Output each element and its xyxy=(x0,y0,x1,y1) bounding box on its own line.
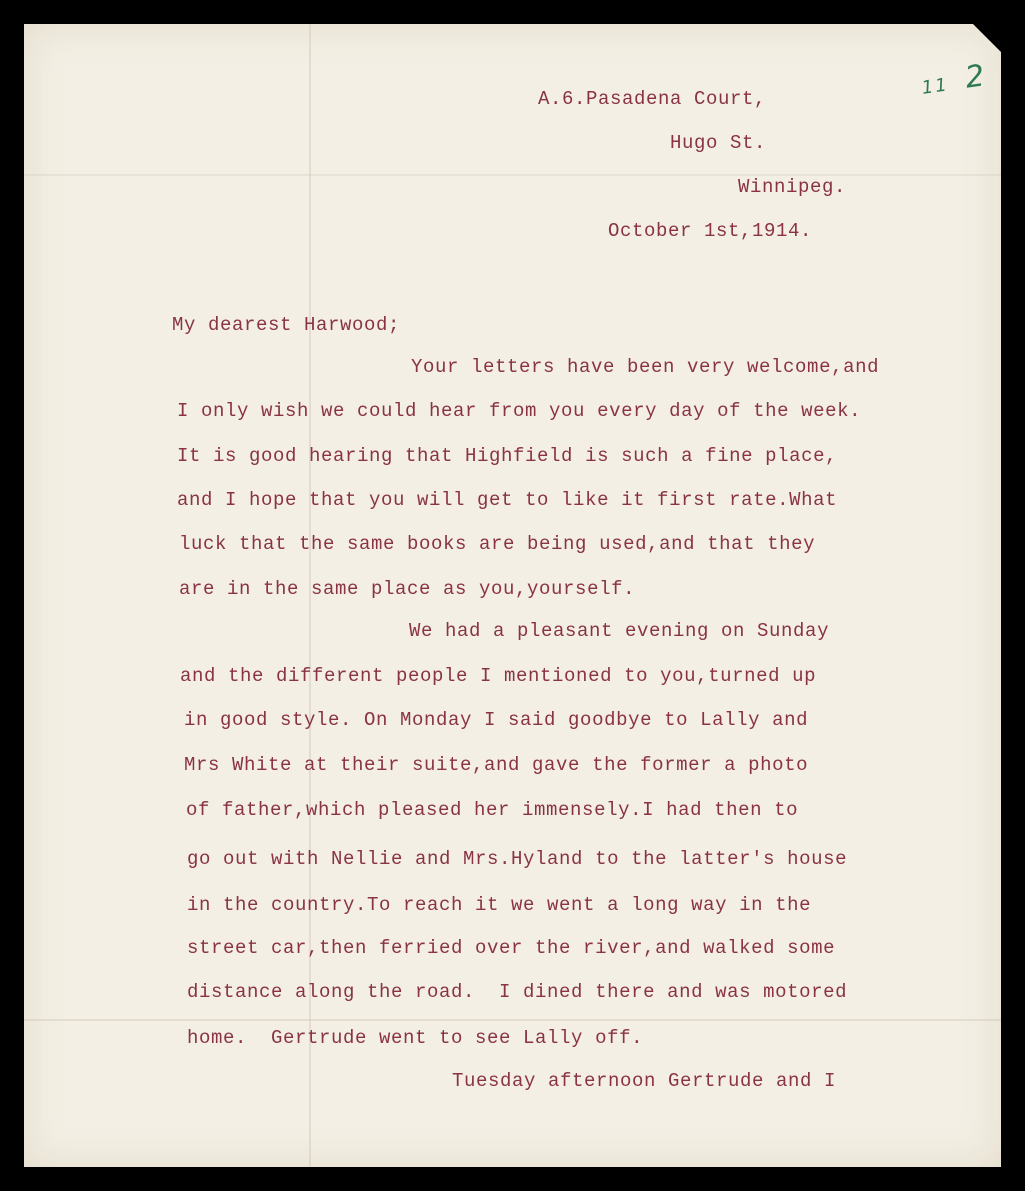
body-line: We had a pleasant evening on Sunday xyxy=(409,620,830,642)
body-line: are in the same place as you,yourself. xyxy=(179,578,636,600)
body-line: home. Gertrude went to see Lally off. xyxy=(187,1027,644,1049)
folded-corner xyxy=(973,24,1001,52)
salutation: My dearest Harwood; xyxy=(172,314,401,336)
address-line-1: A.6.Pasadena Court, xyxy=(538,88,767,110)
body-line: luck that the same books are being used,and that they xyxy=(179,533,816,555)
body-line: It is good hearing that Highfield is such a fine place, xyxy=(177,445,838,467)
page-number-annotation xyxy=(919,57,995,102)
letter-page xyxy=(24,24,1001,1167)
body-line: I only wish we could hear from you every day of the week. xyxy=(177,400,862,422)
body-line: go out with Nellie and Mrs.Hyland to the latter's house xyxy=(187,848,848,870)
letter-date: October 1st,1914. xyxy=(608,220,813,242)
body-line: street car,then ferried over the river,and walked some xyxy=(187,937,836,959)
annotation-mark: 11 xyxy=(920,74,951,99)
body-line: of father,which pleased her immensely.I had then to xyxy=(186,799,799,821)
body-line: Tuesday afternoon Gertrude and I xyxy=(452,1070,837,1092)
address-line-3: Winnipeg. xyxy=(738,176,847,198)
body-line: in good style. On Monday I said goodbye to Lally and xyxy=(184,709,809,731)
body-line: Mrs White at their suite,and gave the former a photo xyxy=(184,754,809,776)
body-line: and the different people I mentioned to you,turned up xyxy=(180,665,817,687)
annotation-page-number: 2 xyxy=(963,57,996,96)
body-line: and I hope that you will get to like it first rate.What xyxy=(177,489,838,511)
fold-crease-horizontal-bottom xyxy=(24,1019,1001,1021)
body-line: Your letters have been very welcome,and xyxy=(411,356,880,378)
fold-crease-horizontal-top xyxy=(24,174,1001,176)
body-line: distance along the road. I dined there and was motored xyxy=(187,981,848,1003)
address-line-2: Hugo St. xyxy=(670,132,767,154)
body-line: in the country.To reach it we went a long way in the xyxy=(187,894,812,916)
